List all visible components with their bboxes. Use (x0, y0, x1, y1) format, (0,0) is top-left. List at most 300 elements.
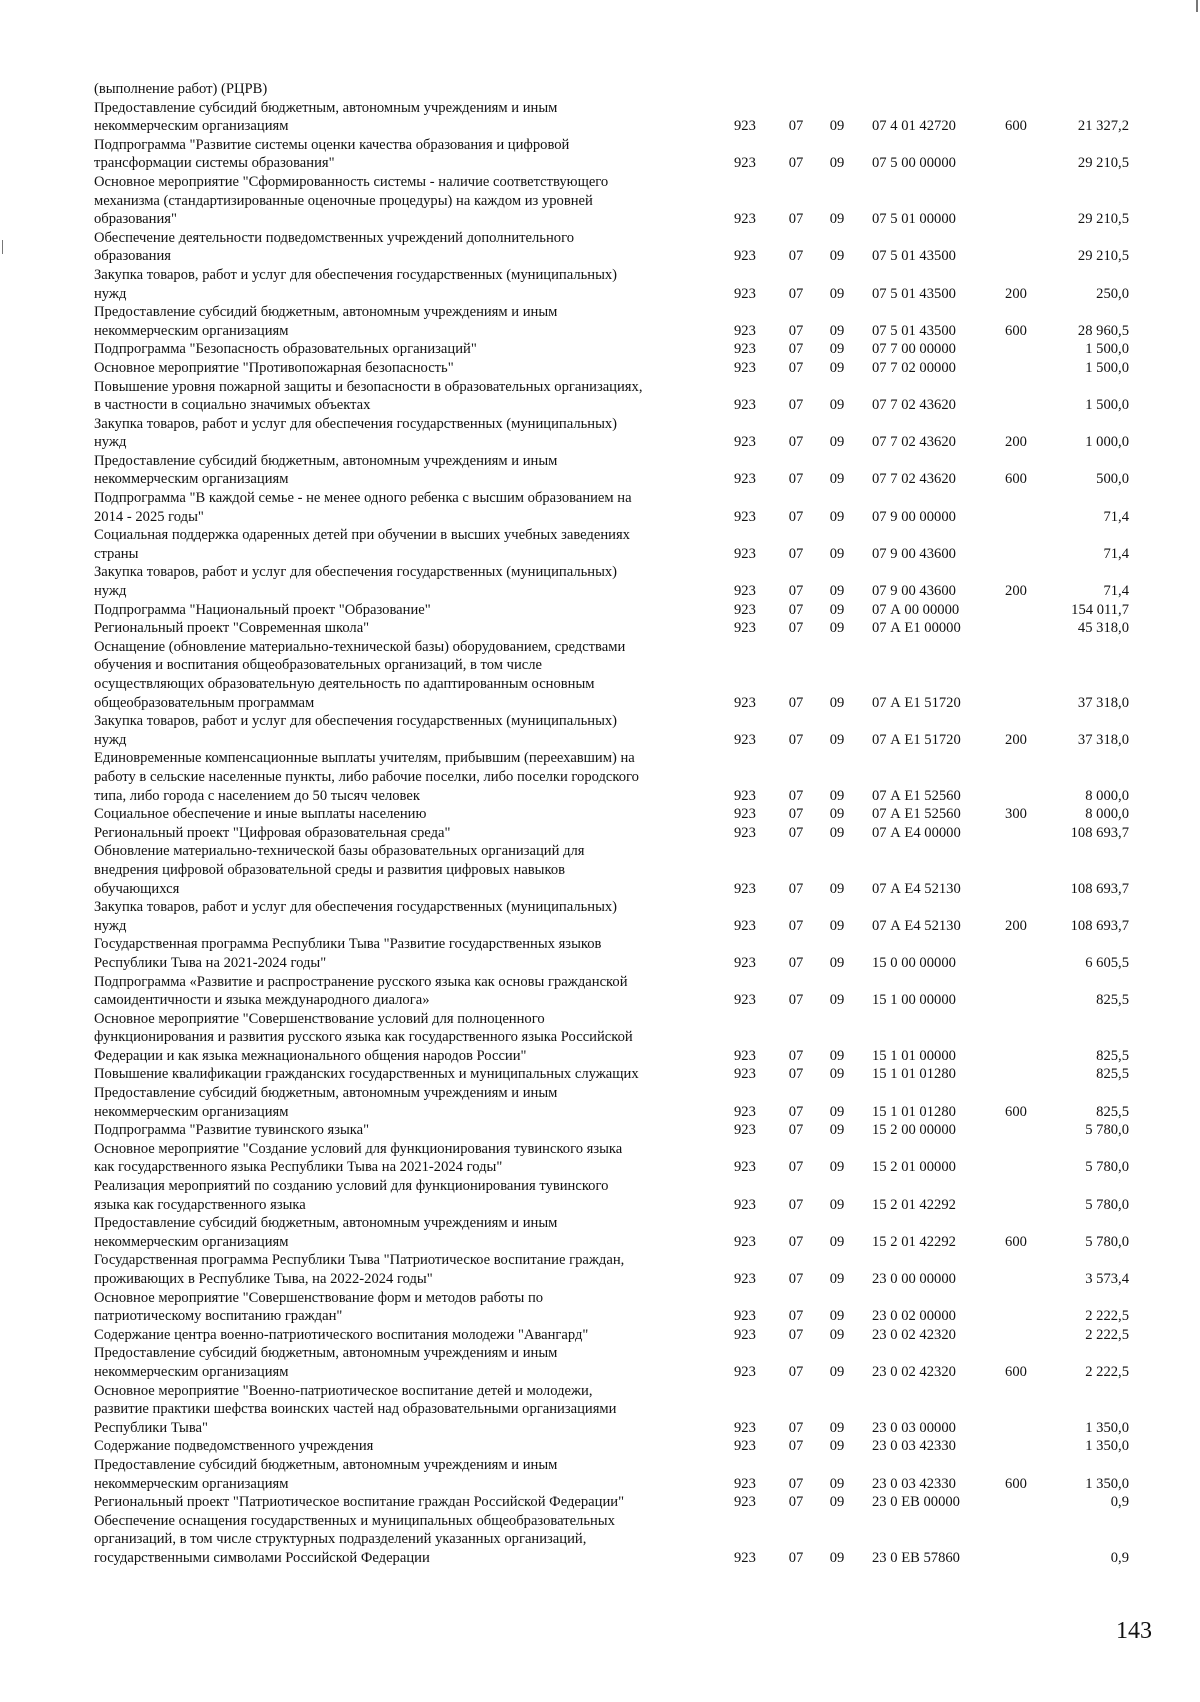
cell-target-article: 15 2 00 00000 (872, 1122, 956, 1139)
cell-section-code: 07 (788, 1122, 804, 1139)
cell-section-code: 07 (788, 731, 804, 748)
cell-amount: 250,0 (1096, 285, 1129, 302)
cell-admin-code: 923 (734, 806, 756, 823)
cell-admin-code: 923 (734, 397, 756, 414)
table-row (94, 80, 1134, 99)
cell-admin-code: 923 (734, 601, 756, 618)
cell-section-code: 07 (788, 508, 804, 525)
row-name: Подпрограмма "В каждой семье - не менее одного ребенка с высшим образованием на 2014 - 2025 годы" (94, 490, 632, 525)
table-row (94, 378, 1134, 415)
cell-amount: 1 350,0 (1085, 1419, 1129, 1436)
table-row (94, 526, 1134, 563)
cell-section-code: 07 (788, 1159, 804, 1176)
cell-target-article: 15 1 01 01280 (872, 1066, 956, 1083)
cell-target-article: 07 А 00 00000 (872, 601, 960, 618)
table-row (94, 1493, 1134, 1512)
cell-admin-code: 923 (734, 155, 756, 172)
cell-amount: 5 780,0 (1085, 1159, 1129, 1176)
cell-section-code: 07 (788, 248, 804, 265)
cell-subsection-code: 09 (829, 787, 845, 804)
cell-amount: 71,4 (1103, 583, 1129, 600)
cell-admin-code: 923 (734, 1308, 756, 1325)
table-row (94, 340, 1134, 359)
table-row (94, 973, 1134, 1010)
cell-target-article: 23 0 03 42330 (872, 1475, 956, 1492)
table-row (94, 935, 1134, 972)
cell-target-article: 07 7 00 00000 (872, 341, 956, 358)
table-row (94, 229, 1134, 266)
cell-subsection-code: 09 (829, 1549, 845, 1566)
cell-target-article: 07 9 00 00000 (872, 508, 956, 525)
cell-target-article: 23 0 02 42320 (872, 1326, 956, 1343)
cell-target-article: 07 А Е1 52560 (872, 787, 961, 804)
cell-section-code: 07 (788, 1438, 804, 1455)
cell-subsection-code: 09 (829, 545, 845, 562)
cell-amount: 28 960,5 (1077, 322, 1129, 339)
row-name: Закупка товаров, работ и услуг для обеспечения государственных (муниципальных) нужд (94, 899, 618, 934)
cell-admin-code: 923 (734, 824, 756, 841)
cell-amount: 37 318,0 (1077, 731, 1129, 748)
cell-target-article: 07 5 01 43500 (872, 285, 956, 302)
cell-subsection-code: 09 (829, 341, 845, 358)
budget-table (94, 80, 1134, 1568)
cell-expense-type: 200 (1005, 583, 1027, 600)
table-row (94, 1344, 1134, 1381)
cell-target-article: 07 5 01 43500 (872, 248, 956, 265)
cell-subsection-code: 09 (829, 620, 845, 637)
row-name: Реализация мероприятий по созданию условий для функционирования тувинского языка как государственного языка (94, 1178, 609, 1213)
cell-admin-code: 923 (734, 992, 756, 1009)
cell-section-code: 07 (788, 1103, 804, 1120)
cell-subsection-code: 09 (829, 694, 845, 711)
cell-subsection-code: 09 (829, 1196, 845, 1213)
cell-subsection-code: 09 (829, 434, 845, 451)
cell-admin-code: 923 (734, 1066, 756, 1083)
cell-section-code: 07 (788, 992, 804, 1009)
cell-amount: 6 605,5 (1085, 954, 1129, 971)
cell-subsection-code: 09 (829, 1308, 845, 1325)
cell-admin-code: 923 (734, 1326, 756, 1343)
cell-subsection-code: 09 (829, 1326, 845, 1343)
cell-admin-code: 923 (734, 1363, 756, 1380)
cell-admin-code: 923 (734, 731, 756, 748)
cell-subsection-code: 09 (829, 1419, 845, 1436)
row-name: Основное мероприятие "Совершенствование форм и методов работы по патриотическому воспитанию граждан" (94, 1289, 544, 1325)
row-name: Подпрограмма "Развитие системы оценки качества образования и цифровой трансформации системы образования" (94, 136, 570, 172)
cell-amount: 825,5 (1096, 992, 1129, 1009)
table-row (94, 1326, 1134, 1345)
cell-target-article: 07 5 00 00000 (872, 155, 956, 172)
table-row (94, 712, 1134, 749)
cell-subsection-code: 09 (829, 954, 845, 971)
table-row (94, 619, 1134, 638)
cell-subsection-code: 09 (829, 1233, 845, 1250)
cell-admin-code: 923 (734, 434, 756, 451)
table-row (94, 489, 1134, 526)
cell-amount: 2 222,5 (1085, 1308, 1129, 1325)
table-row (94, 1456, 1134, 1493)
row-name: Социальное обеспечение и иные выплаты населению (94, 806, 427, 823)
cell-subsection-code: 09 (829, 155, 845, 172)
cell-target-article: 07 9 00 43600 (872, 545, 956, 562)
cell-amount: 29 210,5 (1077, 155, 1129, 172)
table-row (94, 1121, 1134, 1140)
cell-amount: 2 222,5 (1085, 1326, 1129, 1343)
cell-admin-code: 923 (734, 248, 756, 265)
cell-subsection-code: 09 (829, 285, 845, 302)
cell-admin-code: 923 (734, 1103, 756, 1120)
cell-target-article: 15 1 00 00000 (872, 992, 956, 1009)
table-row (94, 136, 1134, 173)
row-name: Основное мероприятие "Сформированность системы - наличие соответствующего механизма (стандартизированные оценочные процедуры) на каждом из уровней образования" (94, 173, 609, 228)
cell-subsection-code: 09 (829, 471, 845, 488)
row-name: Предоставление субсидий бюджетным, автономным учреждениям и иным некоммерческим организациям (94, 1456, 558, 1492)
cell-amount: 1 000,0 (1085, 434, 1129, 451)
row-name: Предоставление субсидий бюджетным, автономным учреждениям и иным некоммерческим организациям (94, 1085, 558, 1120)
cell-admin-code: 923 (734, 118, 756, 135)
cell-section-code: 07 (788, 359, 804, 376)
cell-target-article: 23 0 ЕВ 00000 (872, 1494, 960, 1511)
cell-expense-type: 300 (1005, 806, 1027, 823)
row-name: Обеспечение оснащения государственных и муниципальных общеобразовательных организаций, в том числе структурных подразделений указанных организаций, государственными символами Российской Федерации (94, 1512, 615, 1566)
cell-target-article: 15 2 01 42292 (872, 1196, 956, 1213)
cell-section-code: 07 (788, 583, 804, 600)
row-name: Обеспечение деятельности подведомственных учреждений дополнительного образования (94, 229, 574, 265)
cell-target-article: 23 0 ЕВ 57860 (872, 1549, 960, 1566)
table-row (94, 359, 1134, 378)
cell-subsection-code: 09 (829, 992, 845, 1009)
cell-admin-code: 923 (734, 508, 756, 525)
cell-amount: 1 500,0 (1085, 397, 1129, 414)
cell-expense-type: 600 (1005, 471, 1027, 488)
table-row (94, 638, 1134, 712)
cell-amount: 108 693,7 (1070, 880, 1129, 897)
row-name: Основное мероприятие "Военно-патриотическое воспитание детей и молодежи, развитие практики шефства воинских частей над образовательными организациями Республики Тыва" (94, 1382, 617, 1436)
cell-section-code: 07 (788, 322, 804, 339)
row-name: Региональный проект "Цифровая образовательная среда" (94, 824, 451, 841)
table-row (94, 824, 1134, 843)
cell-subsection-code: 09 (829, 731, 845, 748)
cell-amount: 71,4 (1103, 508, 1129, 525)
cell-admin-code: 923 (734, 1494, 756, 1511)
cell-subsection-code: 09 (829, 1159, 845, 1176)
cell-amount: 5 780,0 (1085, 1233, 1129, 1250)
cell-target-article: 07 7 02 43620 (872, 471, 956, 488)
row-name: Подпрограмма "Безопасность образовательных организаций" (94, 341, 477, 358)
cell-admin-code: 923 (734, 1122, 756, 1139)
cell-target-article: 23 0 03 00000 (872, 1419, 956, 1436)
table-row (94, 563, 1134, 600)
cell-expense-type: 200 (1005, 917, 1027, 934)
cell-target-article: 23 0 02 00000 (872, 1308, 956, 1325)
table-row (94, 452, 1134, 489)
table-row (94, 601, 1134, 620)
cell-admin-code: 923 (734, 211, 756, 228)
cell-admin-code: 923 (734, 917, 756, 934)
cell-expense-type: 600 (1005, 118, 1027, 135)
table-row (94, 898, 1134, 935)
cell-section-code: 07 (788, 1475, 804, 1492)
cell-admin-code: 923 (734, 694, 756, 711)
cell-section-code: 07 (788, 1066, 804, 1083)
cell-amount: 1 500,0 (1085, 341, 1129, 358)
cell-expense-type: 600 (1005, 1103, 1027, 1120)
row-name: Государственная программа Республики Тыва "Патриотическое воспитание граждан, проживающих в Республике Тыва, на 2022-2024 годы" (94, 1252, 625, 1287)
cell-amount: 0,9 (1110, 1494, 1129, 1511)
cell-target-article: 07 4 01 42720 (872, 118, 956, 135)
row-name: Подпрограмма "Национальный проект "Образование" (94, 601, 431, 618)
cell-expense-type: 200 (1005, 285, 1027, 302)
cell-amount: 29 210,5 (1077, 211, 1129, 228)
cell-amount: 37 318,0 (1077, 694, 1129, 711)
cell-amount: 8 000,0 (1085, 806, 1129, 823)
row-name: Основное мероприятие "Создание условий для функционирования тувинского языка как государственного языка Республики Тыва на 2021-2024 годы" (94, 1140, 623, 1176)
cell-expense-type: 600 (1005, 1475, 1027, 1492)
cell-admin-code: 923 (734, 1196, 756, 1213)
cell-target-article: 23 0 03 42330 (872, 1438, 956, 1455)
cell-section-code: 07 (788, 1363, 804, 1380)
cell-admin-code: 923 (734, 880, 756, 897)
cell-amount: 45 318,0 (1077, 620, 1129, 637)
row-name: Обновление материально-технической базы образовательных организаций для внедрения цифровой образовательной среды и развития цифровых навыков обучающихся (94, 843, 585, 897)
cell-target-article: 15 0 00 00000 (872, 954, 956, 971)
cell-amount: 825,5 (1096, 1066, 1129, 1083)
cell-section-code: 07 (788, 824, 804, 841)
cell-subsection-code: 09 (829, 508, 845, 525)
cell-section-code: 07 (788, 1326, 804, 1343)
row-name: Основное мероприятие "Противопожарная безопасность" (94, 359, 454, 376)
cell-amount: 1 350,0 (1085, 1438, 1129, 1455)
cell-subsection-code: 09 (829, 359, 845, 376)
table-row (94, 1084, 1134, 1121)
table-row (94, 173, 1134, 229)
cell-section-code: 07 (788, 917, 804, 934)
cell-admin-code: 923 (734, 1047, 756, 1064)
cell-section-code: 07 (788, 806, 804, 823)
cell-section-code: 07 (788, 880, 804, 897)
cell-amount: 1 500,0 (1085, 359, 1129, 376)
cell-amount: 5 780,0 (1085, 1122, 1129, 1139)
cell-admin-code: 923 (734, 341, 756, 358)
cell-subsection-code: 09 (829, 118, 845, 135)
row-name: (выполнение работ) (РЦРВ) (94, 81, 268, 97)
cell-subsection-code: 09 (829, 1363, 845, 1380)
cell-subsection-code: 09 (829, 1438, 845, 1455)
cell-subsection-code: 09 (829, 1103, 845, 1120)
cell-admin-code: 923 (734, 1233, 756, 1250)
cell-admin-code: 923 (734, 954, 756, 971)
cell-subsection-code: 09 (829, 583, 845, 600)
cell-subsection-code: 09 (829, 806, 845, 823)
row-name: Предоставление субсидий бюджетным, автономным учреждениям и иным некоммерческим организациям (94, 1345, 558, 1380)
cell-amount: 21 327,2 (1077, 118, 1129, 135)
cell-target-article: 07 А Е1 51720 (872, 731, 961, 748)
cell-admin-code: 923 (734, 583, 756, 600)
cell-section-code: 07 (788, 1419, 804, 1436)
table-row (94, 1289, 1134, 1326)
cell-section-code: 07 (788, 1196, 804, 1213)
cell-section-code: 07 (788, 787, 804, 804)
cell-section-code: 07 (788, 601, 804, 618)
cell-section-code: 07 (788, 1494, 804, 1511)
cell-target-article: 07 5 01 43500 (872, 322, 956, 339)
cell-section-code: 07 (788, 397, 804, 414)
cell-amount: 1 350,0 (1085, 1475, 1129, 1492)
cell-expense-type: 200 (1005, 434, 1027, 451)
row-name: Социальная поддержка одаренных детей при обучении в высших учебных заведениях страны (94, 527, 630, 562)
cell-target-article: 15 2 01 42292 (872, 1233, 956, 1250)
cell-subsection-code: 09 (829, 1122, 845, 1139)
cell-amount: 5 780,0 (1085, 1196, 1129, 1213)
row-name: Закупка товаров, работ и услуг для обеспечения государственных (муниципальных) нужд (94, 564, 618, 600)
table-row (94, 1065, 1134, 1084)
cell-amount: 500,0 (1096, 471, 1129, 488)
table-row (94, 99, 1134, 136)
cell-section-code: 07 (788, 285, 804, 302)
cell-target-article: 07 7 02 00000 (872, 359, 956, 376)
table-row (94, 1177, 1134, 1214)
cell-admin-code: 923 (734, 1271, 756, 1287)
cell-subsection-code: 09 (829, 880, 845, 897)
cell-amount: 108 693,7 (1070, 824, 1129, 841)
cell-admin-code: 923 (734, 1549, 756, 1566)
row-name: Государственная программа Республики Тыва "Развитие государственных языков Республики Тыва на 2021-2024 годы" (94, 936, 602, 971)
row-name: Повышение уровня пожарной защиты и безопасности в образовательных организациях, в частности в социально значимых объектах (94, 378, 643, 414)
cell-section-code: 07 (788, 1233, 804, 1250)
cell-target-article: 07 9 00 43600 (872, 583, 956, 600)
cell-target-article: 07 7 02 43620 (872, 434, 956, 451)
row-name: Единовременные компенсационные выплаты учителям, прибывшим (переехавшим) на работу в сельские населенные пункты, либо рабочие поселки, либо поселки городского типа, либо города с населением до 50 тысяч человек (94, 750, 639, 804)
cell-subsection-code: 09 (829, 322, 845, 339)
cell-admin-code: 923 (734, 285, 756, 302)
table-row (94, 842, 1134, 898)
cell-subsection-code: 09 (829, 1271, 845, 1287)
row-name: Закупка товаров, работ и услуг для обеспечения государственных (муниципальных) нужд (94, 415, 618, 451)
cell-target-article: 07 А Е4 52130 (872, 880, 961, 897)
cell-section-code: 07 (788, 1271, 804, 1287)
table-row (94, 303, 1134, 340)
cell-amount: 0,9 (1110, 1549, 1129, 1566)
scan-mark (2, 240, 3, 254)
cell-amount: 2 222,5 (1085, 1363, 1129, 1380)
cell-admin-code: 923 (734, 1438, 756, 1455)
cell-amount: 8 000,0 (1085, 787, 1129, 804)
cell-admin-code: 923 (734, 322, 756, 339)
table-row (94, 805, 1134, 824)
cell-target-article: 23 0 00 00000 (872, 1271, 956, 1287)
row-name: Региональный проект "Современная школа" (94, 620, 370, 637)
cell-expense-type: 600 (1005, 1233, 1027, 1250)
cell-amount: 154 011,7 (1071, 601, 1129, 618)
cell-section-code: 07 (788, 694, 804, 711)
cell-admin-code: 923 (734, 1159, 756, 1176)
row-name: Содержание центра военно-патриотического воспитания молодежи "Авангард" (94, 1326, 589, 1343)
cell-section-code: 07 (788, 545, 804, 562)
cell-subsection-code: 09 (829, 601, 845, 618)
cell-target-article: 15 1 01 01280 (872, 1103, 956, 1120)
cell-admin-code: 923 (734, 471, 756, 488)
scan-mark (1196, 0, 1198, 12)
cell-amount: 29 210,5 (1077, 248, 1129, 265)
cell-admin-code: 923 (734, 359, 756, 376)
cell-expense-type: 600 (1005, 322, 1027, 339)
cell-expense-type: 200 (1005, 731, 1027, 748)
row-name: Закупка товаров, работ и услуг для обеспечения государственных (муниципальных) нужд (94, 713, 618, 748)
table-row (94, 1010, 1134, 1066)
table-row (94, 1140, 1134, 1177)
table-row (94, 1512, 1134, 1568)
cell-target-article: 07 А Е1 51720 (872, 694, 961, 711)
cell-section-code: 07 (788, 471, 804, 488)
cell-target-article: 15 1 01 00000 (872, 1047, 956, 1064)
cell-target-article: 07 7 02 43620 (872, 397, 956, 414)
cell-subsection-code: 09 (829, 211, 845, 228)
cell-section-code: 07 (788, 118, 804, 135)
cell-section-code: 07 (788, 211, 804, 228)
cell-subsection-code: 09 (829, 917, 845, 934)
cell-amount: 71,4 (1103, 545, 1129, 562)
cell-target-article: 07 5 01 00000 (872, 211, 956, 228)
row-name: Подпрограмма "Развитие тувинского языка" (94, 1122, 370, 1139)
cell-amount: 825,5 (1096, 1047, 1129, 1064)
row-name: Предоставление субсидий бюджетным, автономным учреждениям и иным некоммерческим организациям (94, 304, 558, 339)
row-name: Основное мероприятие "Совершенствование условий для полноценного функционирования и развития русского языка как государственного языка Российской Федерации и как языка межнационального общения народов России" (94, 1010, 633, 1064)
cell-section-code: 07 (788, 434, 804, 451)
cell-admin-code: 923 (734, 1475, 756, 1492)
cell-admin-code: 923 (734, 620, 756, 637)
table-row (94, 415, 1134, 452)
row-name: Предоставление субсидий бюджетным, автономным учреждениям и иным некоммерческим организациям (94, 1215, 558, 1250)
row-name: Подпрограмма «Развитие и распространение русского языка как основы гражданской самоидентичности и языка международного диалога» (94, 973, 628, 1009)
cell-section-code: 07 (788, 954, 804, 971)
cell-amount: 108 693,7 (1070, 917, 1129, 934)
cell-target-article: 07 А Е4 00000 (872, 824, 961, 841)
cell-subsection-code: 09 (829, 1475, 845, 1492)
cell-target-article: 15 2 01 00000 (872, 1159, 956, 1176)
cell-target-article: 23 0 02 42320 (872, 1363, 956, 1380)
cell-amount: 3 573,4 (1085, 1271, 1129, 1287)
row-name: Оснащение (обновление материально-технической базы) оборудованием, средствами обучения и воспитания общеобразовательных организаций, в том числе осуществляющих образовательную деятельность по адаптированным основным общеобразовательным программам (94, 638, 626, 711)
cell-admin-code: 923 (734, 545, 756, 562)
table-row (94, 1437, 1134, 1456)
cell-expense-type: 600 (1005, 1363, 1027, 1380)
cell-section-code: 07 (788, 155, 804, 172)
table-row (94, 1251, 1134, 1288)
table-row (94, 1214, 1134, 1251)
row-name: Повышение квалификации гражданских государственных и муниципальных служащих (94, 1066, 639, 1083)
table-row (94, 1382, 1134, 1438)
cell-target-article: 07 А Е4 52130 (872, 917, 961, 934)
cell-admin-code: 923 (734, 1419, 756, 1436)
row-name: Предоставление субсидий бюджетным, автономным учреждениям и иным некоммерческим организациям (94, 99, 558, 135)
table-row (94, 266, 1134, 303)
cell-target-article: 07 А Е1 52560 (872, 806, 961, 823)
table-row (94, 749, 1134, 805)
cell-subsection-code: 09 (829, 1066, 845, 1083)
row-name: Региональный проект "Патриотическое воспитание граждан Российской Федерации" (94, 1494, 625, 1511)
cell-section-code: 07 (788, 341, 804, 358)
cell-section-code: 07 (788, 1047, 804, 1064)
cell-subsection-code: 09 (829, 397, 845, 414)
cell-subsection-code: 09 (829, 248, 845, 265)
cell-subsection-code: 09 (829, 1494, 845, 1511)
cell-target-article: 07 А Е1 00000 (872, 620, 961, 637)
row-name: Закупка товаров, работ и услуг для обеспечения государственных (муниципальных) нужд (94, 266, 618, 302)
cell-section-code: 07 (788, 620, 804, 637)
cell-subsection-code: 09 (829, 1047, 845, 1064)
cell-amount: 825,5 (1096, 1103, 1129, 1120)
cell-section-code: 07 (788, 1549, 804, 1566)
